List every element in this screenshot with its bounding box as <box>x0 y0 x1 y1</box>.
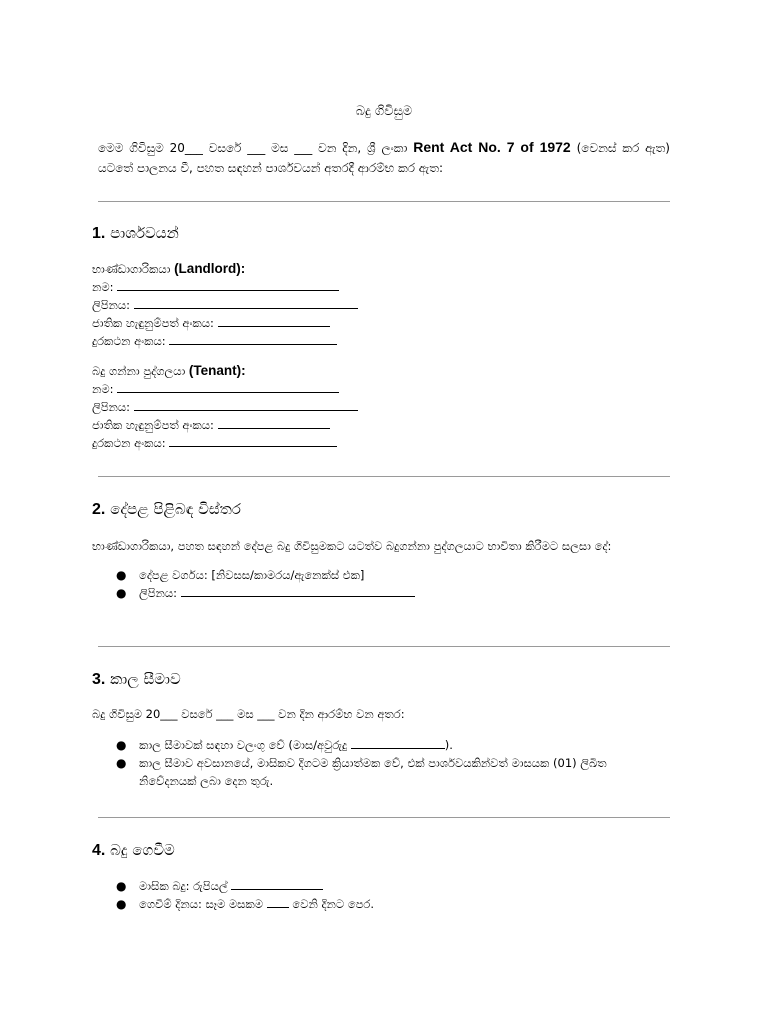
section-number: 1. <box>92 225 106 242</box>
phone-field-row <box>92 434 672 452</box>
nic-field-row <box>92 416 672 434</box>
term-duration-text: කාල සීමාවක් සඳහා වලංගු වේ (මාස/අවුරුදු <box>139 738 348 752</box>
landlord-label-en: (Landlord): <box>174 261 246 276</box>
payment-date-label: ගෙවීම් දිනය: සෑම මසකම <box>139 897 264 911</box>
bullet: ● <box>116 568 127 582</box>
divider <box>98 646 670 647</box>
document-title: බදු ගිවිසුම <box>355 104 413 119</box>
intro-text-2: (වෙනස් කර ඇත) <box>576 141 670 155</box>
term-block <box>92 705 667 790</box>
field-label: ලිපිනය: <box>92 298 131 312</box>
field-label: දුරකථන අංකය: <box>92 436 166 450</box>
property-list <box>92 566 667 602</box>
field-label: ජාතික හැඳුනුම්පත් අංකය: <box>92 316 214 330</box>
divider <box>98 476 670 477</box>
landlord-label: භාණ්ඩාගාරිකයා <box>92 262 171 276</box>
section-title: බදු ගෙවීම <box>110 841 175 859</box>
landlord-heading <box>92 260 672 278</box>
address-field-row <box>92 296 672 314</box>
list-item <box>92 895 672 913</box>
section-title: කාල සීමාව <box>110 670 181 688</box>
phone-blank[interactable] <box>169 332 337 345</box>
address-field-row <box>92 398 672 416</box>
section-1-heading <box>92 224 179 243</box>
intro-text-1: මෙම ගිවිසුම 20___ වසරේ ___ මස ___ වන දින, ශ්‍රී ලංකා <box>98 141 408 155</box>
divider <box>98 817 670 818</box>
property-paragraph: භාණ්ඩාගාරිකයා, පහත සඳහන් දේපළ බදු ගිවිසුමකට යටත්ව බදුගන්නා පුද්ගලයාට භාවිතා කිරීමට සලසා දේ: <box>92 539 612 553</box>
list-item <box>92 754 667 790</box>
section-4-heading <box>92 841 175 860</box>
name-field-row <box>92 278 672 296</box>
tenant-label-en: (Tenant): <box>188 363 246 378</box>
payment-date-suffix: වෙනි දිනට පෙර. <box>292 897 375 911</box>
bullet: ● <box>116 586 127 600</box>
field-label: නම: <box>92 280 114 294</box>
intro-text-3: යටතේ පාලනය වී, පහත සඳහන් පාර්ශවයන් අතරදී ආරම්භ කර ඇත: <box>98 161 443 175</box>
property-type-value: [නිවසස/කාමරය/ඇනෙක්ස් එක] <box>211 568 365 582</box>
nic-blank[interactable] <box>218 416 330 429</box>
section-3-heading <box>92 670 181 689</box>
section-2-heading <box>92 500 241 519</box>
section-number: 3. <box>92 671 106 688</box>
section-title: පාර්ශවයන් <box>110 224 179 242</box>
tenant-block <box>92 362 672 452</box>
divider <box>98 201 670 202</box>
landlord-block <box>92 260 672 350</box>
monthly-rent-blank[interactable] <box>231 877 323 890</box>
section-number: 2. <box>92 501 106 518</box>
bullet: ● <box>116 738 127 752</box>
address-blank[interactable] <box>134 398 358 411</box>
tenant-label: බදු ගන්නා පුද්ගලයා <box>92 364 186 378</box>
section-title: දේපළ පිළිබඳ විස්තර <box>110 500 241 518</box>
property-address-label: ලිපිනය: <box>139 586 178 600</box>
term-duration-end: ). <box>444 738 453 752</box>
property-address-blank[interactable] <box>181 584 415 597</box>
term-duration-blank[interactable] <box>351 736 445 749</box>
term-renewal-text: කාල සීමාව අවසානයේ, මාසිකව දිගටම ක්‍රියාත්මක වේ, එක් පාර්ශවයකින්වත් මාසයක (01) ලිඛිත නිවේදනයක් ලබා දෙන තුරු. <box>139 756 607 788</box>
property-block <box>92 537 667 602</box>
list-item <box>92 566 667 584</box>
intro-paragraph <box>98 137 670 178</box>
address-blank[interactable] <box>134 296 358 309</box>
field-label: නම: <box>92 382 114 396</box>
term-list <box>92 736 667 790</box>
name-blank[interactable] <box>117 278 339 291</box>
nic-blank[interactable] <box>218 314 330 327</box>
phone-blank[interactable] <box>169 434 337 447</box>
bullet: ● <box>116 879 127 893</box>
field-label: දුරකථන අංකය: <box>92 334 166 348</box>
list-item <box>92 584 667 602</box>
list-item <box>92 736 667 754</box>
intro-act: Rent Act No. 7 of 1972 <box>413 139 571 155</box>
name-field-row <box>92 380 672 398</box>
payment-block <box>92 877 672 913</box>
tenant-heading <box>92 362 672 380</box>
bullet: ● <box>116 897 127 911</box>
bullet: ● <box>116 756 127 770</box>
name-blank[interactable] <box>117 380 339 393</box>
list-item <box>92 877 672 895</box>
field-label: ජාතික හැඳුනුම්පත් අංකය: <box>92 418 214 432</box>
section-number: 4. <box>92 842 106 859</box>
phone-field-row <box>92 332 672 350</box>
field-label: ලිපිනය: <box>92 400 131 414</box>
payment-day-blank[interactable] <box>267 895 289 908</box>
payment-list <box>92 877 672 913</box>
term-paragraph: බදු ගිවිසුම 20___ වසරේ ___ මස ___ වන දින ආරම්භ වන අතර: <box>92 707 405 721</box>
nic-field-row <box>92 314 672 332</box>
property-type-label: දේපළ වර්ගය: <box>139 568 208 582</box>
monthly-rent-label: මාසික බදු: රුපියල් <box>139 879 228 893</box>
